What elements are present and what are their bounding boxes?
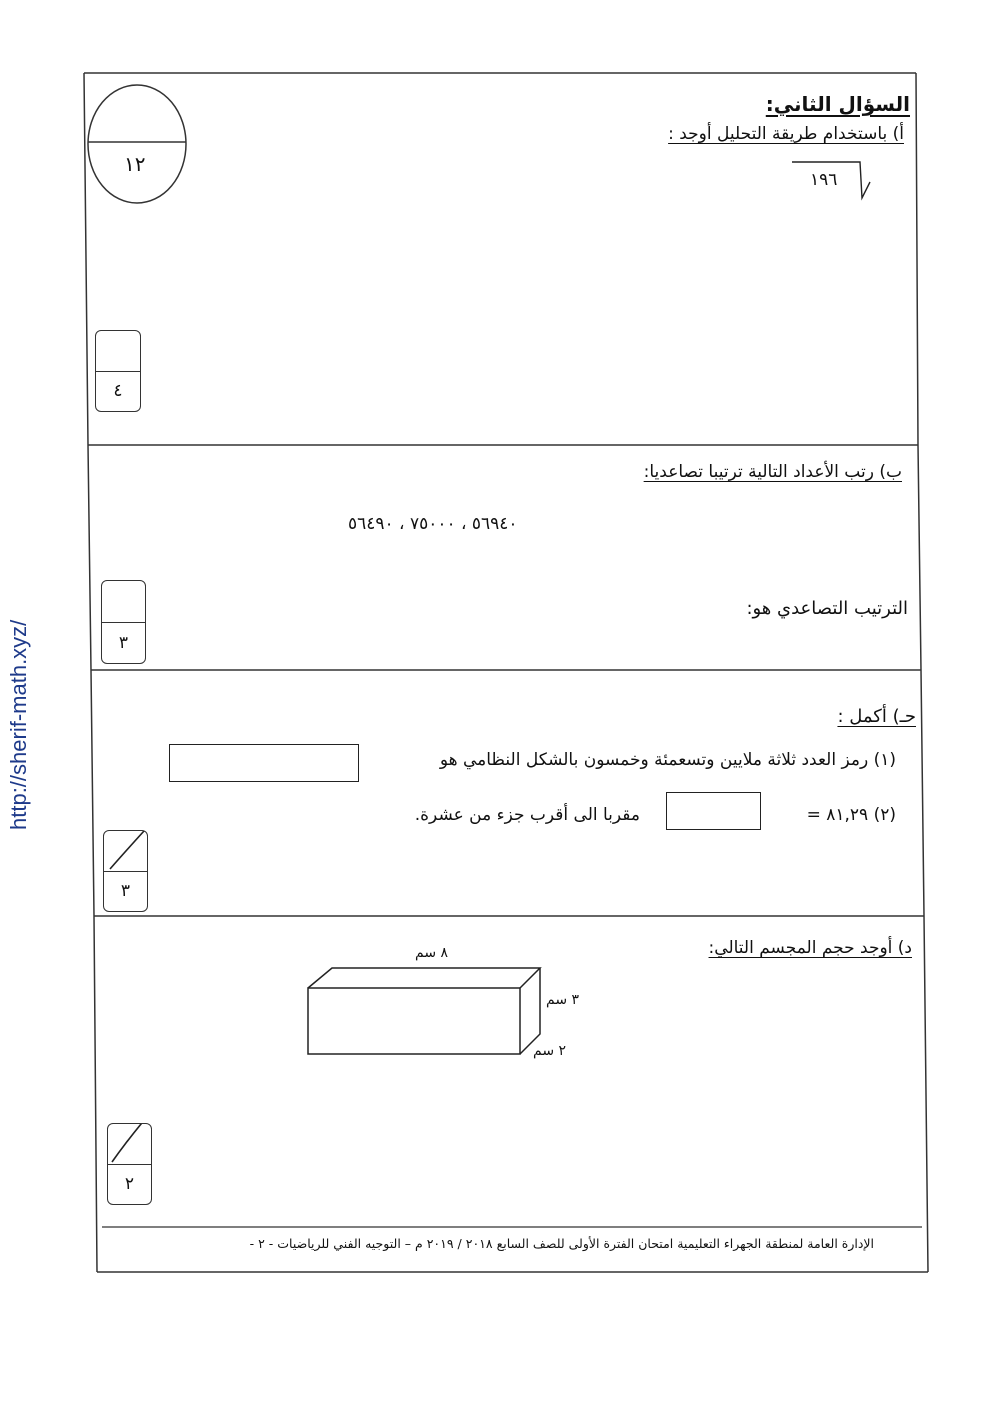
total-score: ١٢ <box>124 152 146 176</box>
rectangular-prism-diagram <box>300 960 560 1070</box>
part-c-item2-tail: مقربا الى أقرب جزء من عشرة. <box>414 805 640 825</box>
part-c-check-mark <box>104 831 147 911</box>
prism-depth-label: ٢ سم <box>533 1043 567 1059</box>
prism-height-label: ٣ سم <box>546 992 580 1008</box>
part-a-label: أ) باستخدام طريقة التحليل أوجد : <box>668 124 904 144</box>
part-c-item1: (١) رمز العدد ثلاثة ملايين وتسعمئة وخمسون بالشكل النظامي هو <box>439 750 896 770</box>
part-b-score: ٣ <box>118 632 129 653</box>
part-a-score-box <box>95 330 141 412</box>
part-c-label <box>837 706 916 727</box>
part-c-score: ٣ <box>120 881 131 901</box>
part-b-numbers: ٥٦٩٤٠ ، ٧٥٠٠٠ ، ٥٦٤٩٠ <box>348 514 518 534</box>
prism-length-label: ٨ سم <box>415 945 449 961</box>
part-d-score-box <box>107 1123 152 1205</box>
part-b-label: ب) رتب الأعداد التالية ترتيبا تصاعديا: <box>643 462 902 482</box>
part-c-item2-number: (٢) ٨١,٢٩ = <box>806 805 896 825</box>
part-a-number: ١٩٦ <box>810 170 838 190</box>
part-c-label-text: حـ) أكمل : <box>837 706 916 727</box>
footer-text: الإدارة العامة لمنطقة الجهراء التعليمية امتحان الفترة الأولى للصف السابع ٢٠١٨ / ٢٠١٩ م – التوجيه الفني للرياضيات - ٢ - <box>249 1236 874 1251</box>
part-a-score: ٤ <box>113 381 123 401</box>
part-d-label: د) أوجد حجم المجسم التالي: <box>708 938 912 958</box>
part-d-score: ٢ <box>124 1174 135 1194</box>
question-title: السؤال الثاني: <box>765 92 910 116</box>
watermark-text: http://sherif-math.xyz/ <box>6 619 31 830</box>
part-c-answer1-box[interactable] <box>169 744 359 782</box>
part-c-answer2-box[interactable] <box>666 792 761 830</box>
part-b-answer-label: الترتيب التصاعدي هو: <box>746 598 908 619</box>
part-c-score-box <box>103 830 148 912</box>
part-d-check-mark <box>108 1124 151 1204</box>
part-b-score-box <box>101 580 146 664</box>
